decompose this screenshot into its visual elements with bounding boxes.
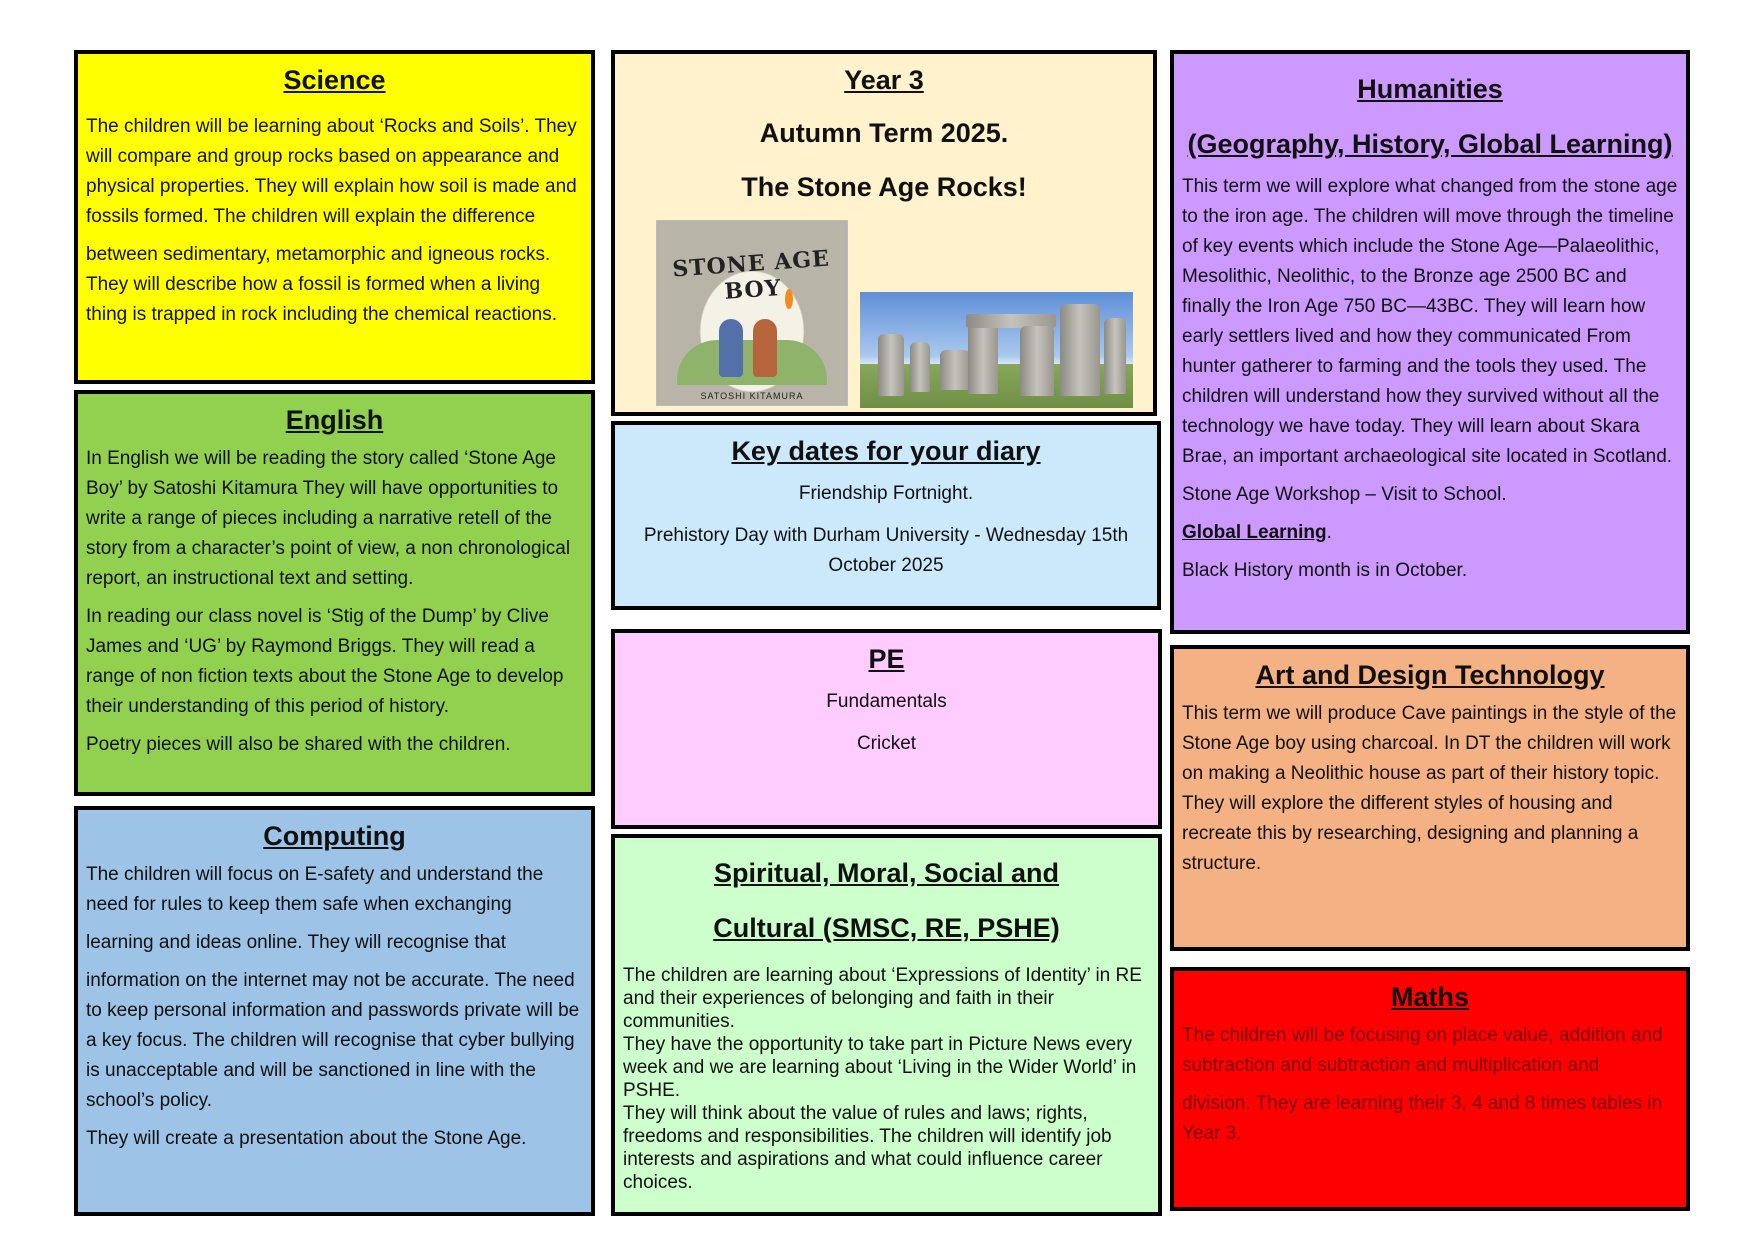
book-cover-author: SATOSHI KITAMURA bbox=[700, 391, 804, 401]
art-dt-title: Art and Design Technology bbox=[1255, 660, 1605, 690]
english-text-1: In English we will be reading the story called ‘Stone Age Boy’ by Satoshi Kitamura They will have opportunities to write a range of pieces including a narrative retell of the story from a character’s point of view, a non chronological report, an instructional text and setting. bbox=[86, 448, 571, 590]
computing-text-1: The children will focus on E-safety and understand the need for rules to keep them safe when exchanging bbox=[86, 864, 544, 916]
humanities-text-3: Black History month is in October. bbox=[1182, 560, 1468, 581]
computing-title: Computing bbox=[263, 821, 406, 851]
global-learning-line bbox=[1182, 518, 1678, 548]
pe-item: Cricket bbox=[856, 733, 917, 755]
term-heading: Autumn Term 2025. bbox=[759, 118, 1009, 149]
science-panel bbox=[74, 50, 595, 384]
year3-header-panel bbox=[611, 50, 1157, 416]
key-dates-panel bbox=[611, 421, 1161, 610]
smsc-text-1: The children are learning about ‘Expressions of Identity’ in RE and their experiences of belonging and faith in their communities. bbox=[623, 965, 1142, 1032]
maths-panel bbox=[1170, 967, 1690, 1211]
computing-text-4: They will create a presentation about the Stone Age. bbox=[86, 1128, 527, 1150]
pe-item: Fundamentals bbox=[826, 691, 947, 713]
year3-title: Year 3 bbox=[844, 65, 924, 95]
topic-heading: The Stone Age Rocks! bbox=[741, 171, 1027, 202]
pe-panel bbox=[611, 629, 1162, 829]
smsc-panel bbox=[611, 834, 1162, 1216]
science-title: Science bbox=[283, 65, 386, 95]
humanities-panel bbox=[1170, 50, 1690, 634]
computing-text-2: learning and ideas online. They will recognise that bbox=[86, 932, 507, 954]
smsc-text-3: They will think about the value of rules and laws; rights, freedoms and responsibilities. The children will identify job interests and aspirations and what could influence career choices. bbox=[623, 1103, 1112, 1193]
computing-panel bbox=[74, 806, 595, 1216]
global-learning-label: Global Learning bbox=[1182, 522, 1327, 543]
art-dt-panel bbox=[1170, 645, 1690, 951]
stone-age-boy-book-cover-image bbox=[656, 220, 848, 406]
humanities-text-1: This term we will explore what changed from the stone age to the iron age. The children will move through the timeline of key events which include the Stone Age—Palaeolithic, Mesolithic, Neolithic, to the Bronze age 2500 BC and finally the Iron Age 750 BC—43BC. They will learn how early settlers lived and how they communicated From hunter gatherer to farming and the tools they used. The children will understand how they survived without all the technology we have today. They will learn about Skara Brae, an important archaeological site located in Scotland. bbox=[1182, 176, 1678, 467]
smsc-text-2: They have the opportunity to take part in Picture News every week and we are learning about ‘Living in the Wider World’ in PSHE. bbox=[623, 1034, 1137, 1101]
global-learning-period: . bbox=[1326, 522, 1332, 543]
english-text-3: Poetry pieces will also be shared with the children. bbox=[86, 734, 511, 756]
science-text-2: between sedimentary, metamorphic and igneous rocks. They will describe how a fossil is formed when a living thing is trapped in rock including the chemical reactions. bbox=[86, 244, 558, 326]
key-date-item: Friendship Fortnight. bbox=[798, 483, 974, 505]
key-date-item: Prehistory Day with Durham University - Wednesday 15th October 2025 bbox=[643, 525, 1129, 577]
pe-title: PE bbox=[868, 644, 905, 674]
smsc-title-line-2: Cultural (SMSC, RE, PSHE) bbox=[713, 913, 1060, 943]
maths-text-2: division. They are learning their 3, 4 and 8 times tables in Year 3. bbox=[1182, 1093, 1663, 1145]
maths-title: Maths bbox=[1390, 982, 1469, 1012]
english-text-2: In reading our class novel is ‘Stig of the Dump’ by Clive James and ‘UG’ by Raymond Briggs. They will read a range of non fiction texts about the Stone Age to develop their understanding of this period of history. bbox=[86, 606, 564, 718]
art-dt-text: This term we will produce Cave paintings in the style of the Stone Age boy using charcoal. In DT the children will work on making a Neolithic house as part of their history topic. They will explore the different styles of housing and recreate this by researching, designing and planning a structure. bbox=[1182, 703, 1677, 875]
book-cover-title: STONE AGE BOY bbox=[671, 245, 831, 305]
computing-text-3: information on the internet may not be accurate. The need to keep personal information and passwords private will be a key focus. The children will recognise that cyber bullying is unacceptable and will be sanctioned in line with the school’s policy. bbox=[86, 970, 580, 1112]
english-panel bbox=[74, 390, 595, 796]
smsc-title-line-1: Spiritual, Moral, Social and bbox=[713, 858, 1060, 888]
english-title: English bbox=[285, 405, 384, 435]
maths-text-1: The children will be focusing on place value, addition and subtraction and subtraction and multiplication and bbox=[1182, 1025, 1663, 1077]
humanities-text-2: Stone Age Workshop – Visit to School. bbox=[1182, 484, 1507, 505]
science-text-1: The children will be learning about ‘Rocks and Soils’. They will compare and group rocks based on appearance and physical properties. They will explain how soil is made and fossils formed. The children will explain the difference bbox=[86, 116, 577, 228]
humanities-subtitle: (Geography, History, Global Learning) bbox=[1187, 129, 1673, 159]
stonehenge-photo bbox=[860, 292, 1133, 408]
humanities-title: Humanities bbox=[1357, 74, 1503, 104]
key-dates-title: Key dates for your diary bbox=[731, 436, 1041, 466]
